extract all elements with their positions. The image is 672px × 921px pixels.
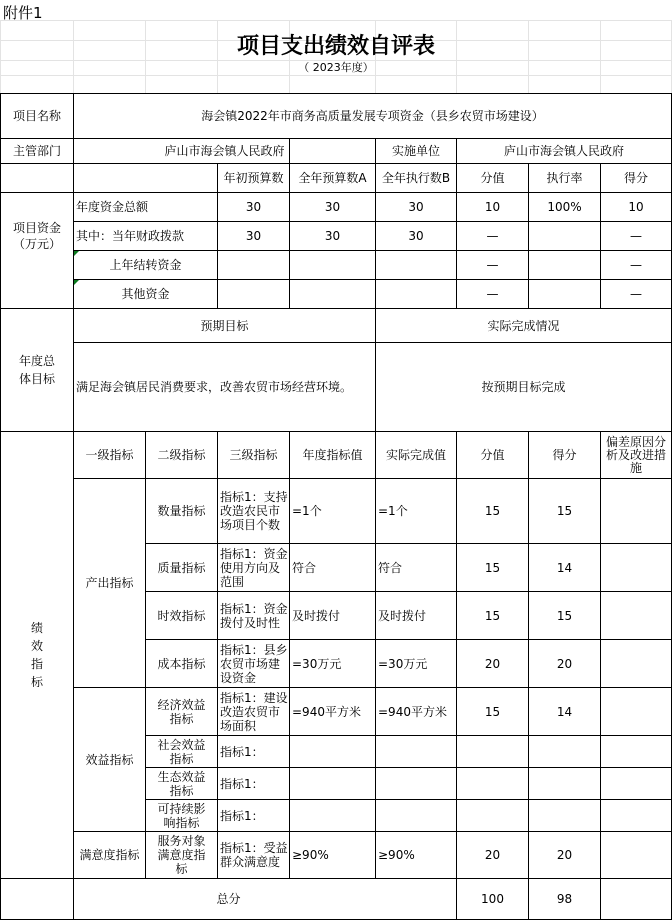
- total-label: 总分: [216, 892, 241, 906]
- perf-actual: 及时拨付: [378, 608, 427, 623]
- perf-actual: [376, 768, 456, 799]
- dept-value: 庐山市海会镇人民政府: [164, 144, 285, 158]
- funds-cell: —: [630, 258, 642, 272]
- perf-score: 15: [484, 504, 501, 518]
- funds-cell: —: [486, 287, 499, 301]
- perf-level2: 时效指标: [157, 608, 206, 623]
- perf-level2: 生态效益指标: [157, 769, 206, 798]
- perf-level2: 经济效益指标: [157, 697, 206, 726]
- funds-header: 全年预算数A: [298, 171, 367, 185]
- funds-cell: [218, 280, 289, 308]
- perf-level3: 指标1：资金拨付及时性: [220, 601, 288, 630]
- perf-target: [290, 768, 375, 799]
- perf-score: 20: [484, 656, 501, 671]
- report-year: （ 2023年度）: [298, 61, 374, 74]
- funds-row-label: 其中：当年财政拨款: [76, 229, 185, 243]
- funds-cell: —: [486, 229, 499, 243]
- funds-header: 分值: [480, 171, 505, 185]
- dept-label: 主管部门: [12, 144, 61, 158]
- cell-comment-marker: [74, 251, 79, 256]
- perf-header: 实际完成值: [385, 448, 446, 462]
- funds-header: 年初预算数: [223, 171, 284, 185]
- perf-got: 20: [556, 848, 573, 862]
- project-name-label: 项目名称: [12, 109, 61, 123]
- perf-target: =1个: [292, 504, 322, 518]
- perf-target: 及时拨付: [292, 608, 341, 623]
- perf-got: 15: [556, 504, 573, 518]
- perf-header: 一级指标: [85, 448, 134, 462]
- perf-score: 15: [484, 704, 501, 719]
- project-name-value: 海会镇2022年市商务高质量发展专项资金（县乡农贸市场建设）: [201, 109, 544, 123]
- perf-level3: 指标1：资金使用方向及范围: [220, 546, 288, 589]
- perf-level3: 指标1：建设改造农贸市场面积: [220, 690, 288, 733]
- perf-level3: 指标1：: [220, 808, 264, 823]
- funds-cell: [529, 251, 600, 279]
- perf-level2: 成本指标: [157, 656, 206, 671]
- funds-cell: [290, 251, 375, 279]
- funds-header: 执行率: [546, 171, 583, 185]
- perf-actual: [376, 736, 456, 767]
- goals-expected-header: 预期目标: [200, 318, 249, 333]
- perf-level2: 可持续影响指标: [157, 801, 206, 830]
- impl-label: 实施单位: [391, 144, 440, 158]
- perf-target: =30万元: [292, 656, 342, 671]
- perf-score: 15: [484, 560, 501, 575]
- perf-actual: =940平方米: [378, 704, 447, 719]
- attachment-label: 附件1: [3, 4, 43, 22]
- impl-value: 庐山市海会镇人民政府: [503, 144, 624, 158]
- perf-actual: ≥90%: [378, 848, 415, 862]
- total-score: 100: [481, 892, 504, 906]
- perf-level2: 服务对象满意度指标: [157, 834, 206, 876]
- perf-level3: 指标1：县乡农贸市场建设资金: [220, 642, 288, 685]
- perf-target: ≥90%: [292, 848, 329, 862]
- perf-actual: [376, 800, 456, 831]
- perf-got: [529, 768, 600, 799]
- perf-header: 年度指标值: [302, 448, 363, 462]
- perf-got: [529, 736, 600, 767]
- perf-level3: 指标1：: [220, 744, 264, 759]
- perf-header: 得分: [552, 448, 577, 462]
- funds-row-label: 年度资金总额: [76, 200, 149, 214]
- perf-level2: 质量指标: [157, 560, 206, 575]
- perf-header: 分值: [480, 448, 505, 462]
- funds-cell: [529, 222, 600, 250]
- level1-satisfaction: 满意度指标: [79, 848, 140, 862]
- goals-actual-header: 实际完成情况: [487, 318, 560, 333]
- level1-benefit: 效益指标: [85, 752, 134, 767]
- goals-actual-text: 按预期目标完成: [481, 380, 566, 394]
- funds-cell: 30: [408, 200, 424, 214]
- funds-cell: 10: [628, 200, 644, 214]
- funds-cell: 30: [408, 229, 424, 243]
- perf-score: [457, 768, 528, 799]
- page-title: 项目支出绩效自评表: [236, 32, 435, 59]
- perf-got: 15: [556, 608, 573, 623]
- funds-row-label: 上年结转资金: [109, 258, 182, 272]
- perf-target: [290, 800, 375, 831]
- perf-header: 二级指标: [157, 448, 206, 462]
- funds-header: 得分: [623, 171, 648, 185]
- perf-header: 偏差原因分析及改进措施: [605, 434, 666, 475]
- funds-cell: —: [630, 287, 642, 301]
- funds-header: 全年执行数B: [381, 171, 451, 185]
- funds-cell: [376, 251, 456, 279]
- perf-level3: 指标1：支持改造农民市场项目个数: [220, 490, 288, 532]
- perf-actual: =1个: [378, 504, 408, 518]
- perf-target: =940平方米: [292, 704, 361, 719]
- funds-cell: [376, 280, 456, 308]
- funds-cell: 30: [245, 200, 262, 214]
- perf-target: 符合: [292, 560, 317, 575]
- perf-actual: 符合: [378, 560, 403, 575]
- perf-label: 绩效指标: [31, 621, 44, 689]
- funds-cell: 100%: [547, 200, 582, 214]
- perf-got: 20: [556, 656, 573, 671]
- funds-cell: [218, 251, 289, 279]
- goals-expected-text: 满足海会镇居民消费要求，改善农贸市场经营环境。: [76, 380, 353, 394]
- perf-header: 三级指标: [229, 448, 278, 462]
- perf-score: 20: [484, 848, 501, 862]
- perf-target: [290, 736, 375, 767]
- goals-label: 年度总体目标: [19, 354, 56, 386]
- total-got: 98: [556, 892, 573, 906]
- funds-cell: —: [630, 229, 642, 243]
- funds-cell: 30: [245, 229, 262, 243]
- perf-score: [457, 800, 528, 831]
- funds-cell: 30: [324, 200, 341, 214]
- funds-cell: 30: [324, 229, 341, 243]
- cell-comment-marker: [74, 280, 79, 285]
- perf-level3: 指标1：受益群众满意度: [220, 841, 288, 869]
- level1-output: 产出指标: [85, 576, 134, 590]
- perf-got: [529, 800, 600, 831]
- perf-actual: =30万元: [378, 656, 428, 671]
- funds-cell: [529, 280, 600, 308]
- funds-cell: —: [486, 258, 499, 272]
- funds-row-label: 其他资金: [121, 287, 170, 301]
- funds-cell: [290, 280, 375, 308]
- funds-cell: 10: [484, 200, 501, 214]
- funds-label: 项目资金（万元）: [13, 221, 62, 251]
- perf-score: 15: [484, 608, 501, 623]
- perf-got: 14: [556, 560, 573, 575]
- perf-level2: 社会效益指标: [157, 737, 206, 766]
- perf-got: 14: [556, 704, 573, 719]
- perf-level2: 数量指标: [157, 504, 206, 518]
- perf-level3: 指标1：: [220, 776, 264, 791]
- perf-score: [457, 736, 528, 767]
